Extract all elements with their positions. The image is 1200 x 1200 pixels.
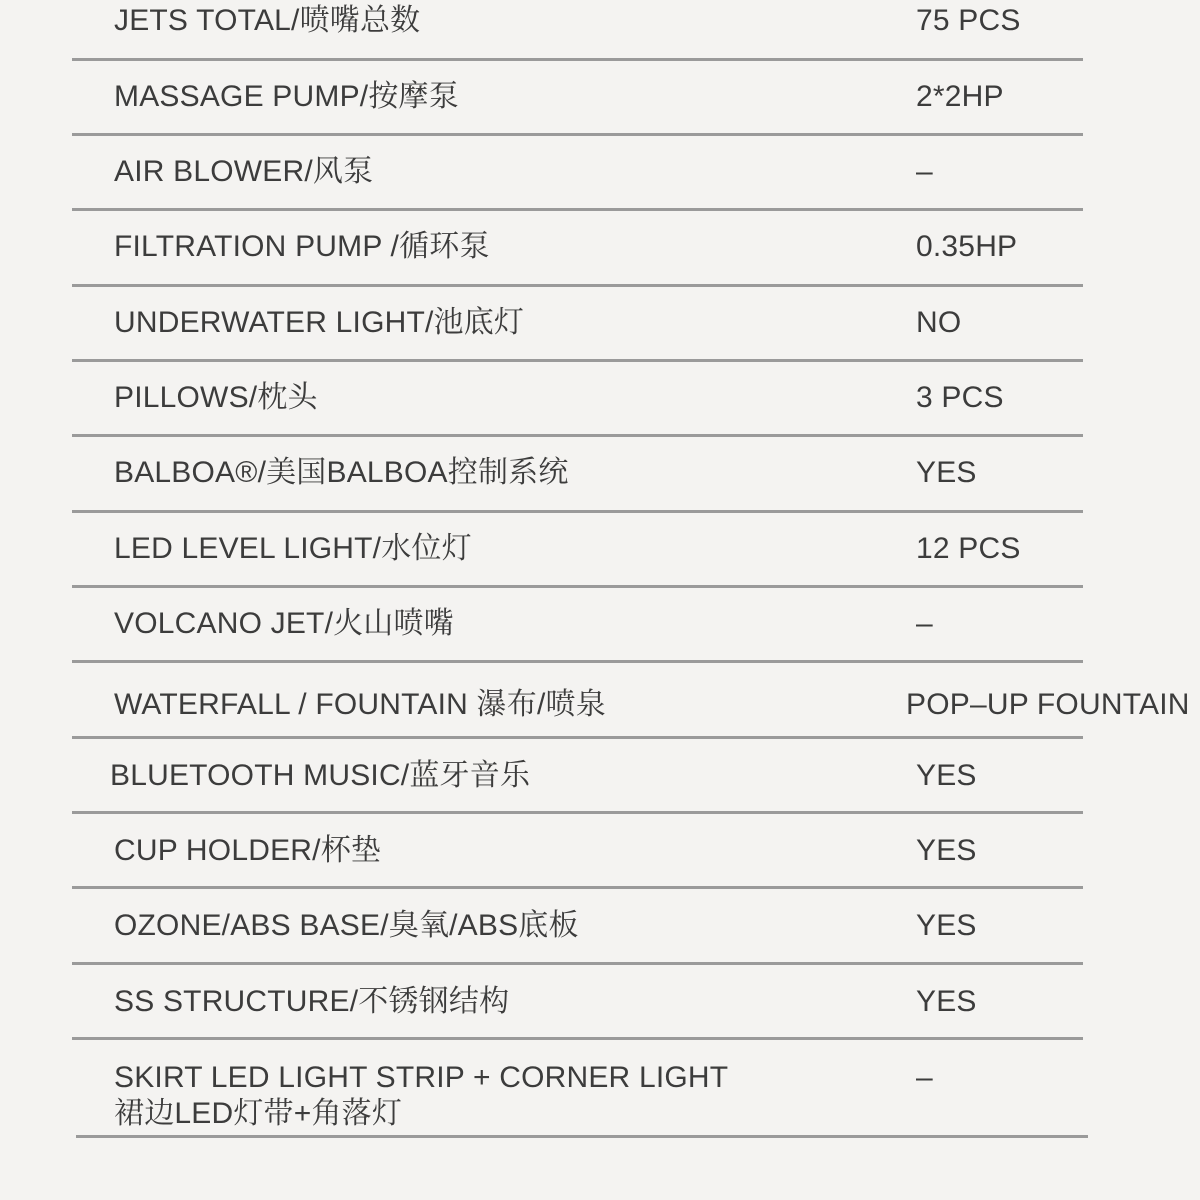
spec-label-balboa: BALBOA®/美国BALBOA控制系统 xyxy=(114,456,569,489)
spec-value-skirt-led-strip: – xyxy=(916,1061,933,1094)
row-divider xyxy=(76,1135,1088,1138)
row-divider xyxy=(72,811,1083,814)
spec-value-volcano-jet: – xyxy=(916,607,933,640)
row-divider xyxy=(72,284,1083,287)
row-divider xyxy=(72,133,1083,136)
spec-label-massage-pump: MASSAGE PUMP/按摩泵 xyxy=(114,80,459,113)
spec-value-ozone-abs-base: YES xyxy=(916,909,977,942)
row-divider xyxy=(72,1037,1083,1040)
spec-label-bluetooth-music: BLUETOOTH MUSIC/蓝牙音乐 xyxy=(110,759,531,792)
spec-value-led-level-light: 12 PCS xyxy=(916,532,1021,565)
row-divider xyxy=(72,359,1083,362)
row-divider xyxy=(72,962,1083,965)
spec-label-air-blower: AIR BLOWER/风泵 xyxy=(114,155,374,188)
spec-value-pillows: 3 PCS xyxy=(916,381,1004,414)
spec-label-skirt-led-strip-cn: 裙边LED灯带+角落灯 xyxy=(114,1097,403,1130)
spec-value-bluetooth-music: YES xyxy=(916,759,977,792)
row-divider xyxy=(72,585,1083,588)
spec-value-air-blower: – xyxy=(916,155,933,188)
row-divider xyxy=(72,660,1083,663)
spec-value-balboa: YES xyxy=(916,456,977,489)
row-divider xyxy=(72,434,1083,437)
row-divider xyxy=(72,510,1083,513)
row-divider xyxy=(72,208,1083,211)
spec-label-volcano-jet: VOLCANO JET/火山喷嘴 xyxy=(114,607,454,640)
spec-value-massage-pump: 2*2HP xyxy=(916,80,1004,113)
spec-value-underwater-light: NO xyxy=(916,306,962,339)
spec-value-cup-holder: YES xyxy=(916,834,977,867)
spec-label-skirt-led-strip: SKIRT LED LIGHT STRIP + CORNER LIGHT xyxy=(114,1061,729,1094)
row-divider xyxy=(72,886,1083,889)
spec-label-ss-structure: SS STRUCTURE/不锈钢结构 xyxy=(114,985,510,1018)
spec-label-jets-total: JETS TOTAL/喷嘴总数 xyxy=(114,4,421,37)
spec-label-pillows: PILLOWS/枕头 xyxy=(114,381,318,414)
spec-label-filtration-pump: FILTRATION PUMP /循环泵 xyxy=(114,230,490,263)
spec-value-ss-structure: YES xyxy=(916,985,977,1018)
spec-value-filtration-pump: 0.35HP xyxy=(916,230,1018,263)
spec-label-cup-holder: CUP HOLDER/杯垫 xyxy=(114,834,382,867)
row-divider xyxy=(72,58,1083,61)
spec-label-led-level-light: LED LEVEL LIGHT/水位灯 xyxy=(114,532,472,565)
spec-label-ozone-abs-base: OZONE/ABS BASE/臭氧/ABS底板 xyxy=(114,909,579,942)
row-divider xyxy=(72,736,1083,739)
spec-label-waterfall-fountain: WATERFALL / FOUNTAIN 瀑布/喷泉 xyxy=(114,688,606,721)
spec-value-waterfall-fountain: POP–UP FOUNTAIN xyxy=(906,688,1190,721)
spec-value-jets-total: 75 PCS xyxy=(916,4,1021,37)
spec-label-underwater-light: UNDERWATER LIGHT/池底灯 xyxy=(114,306,525,339)
